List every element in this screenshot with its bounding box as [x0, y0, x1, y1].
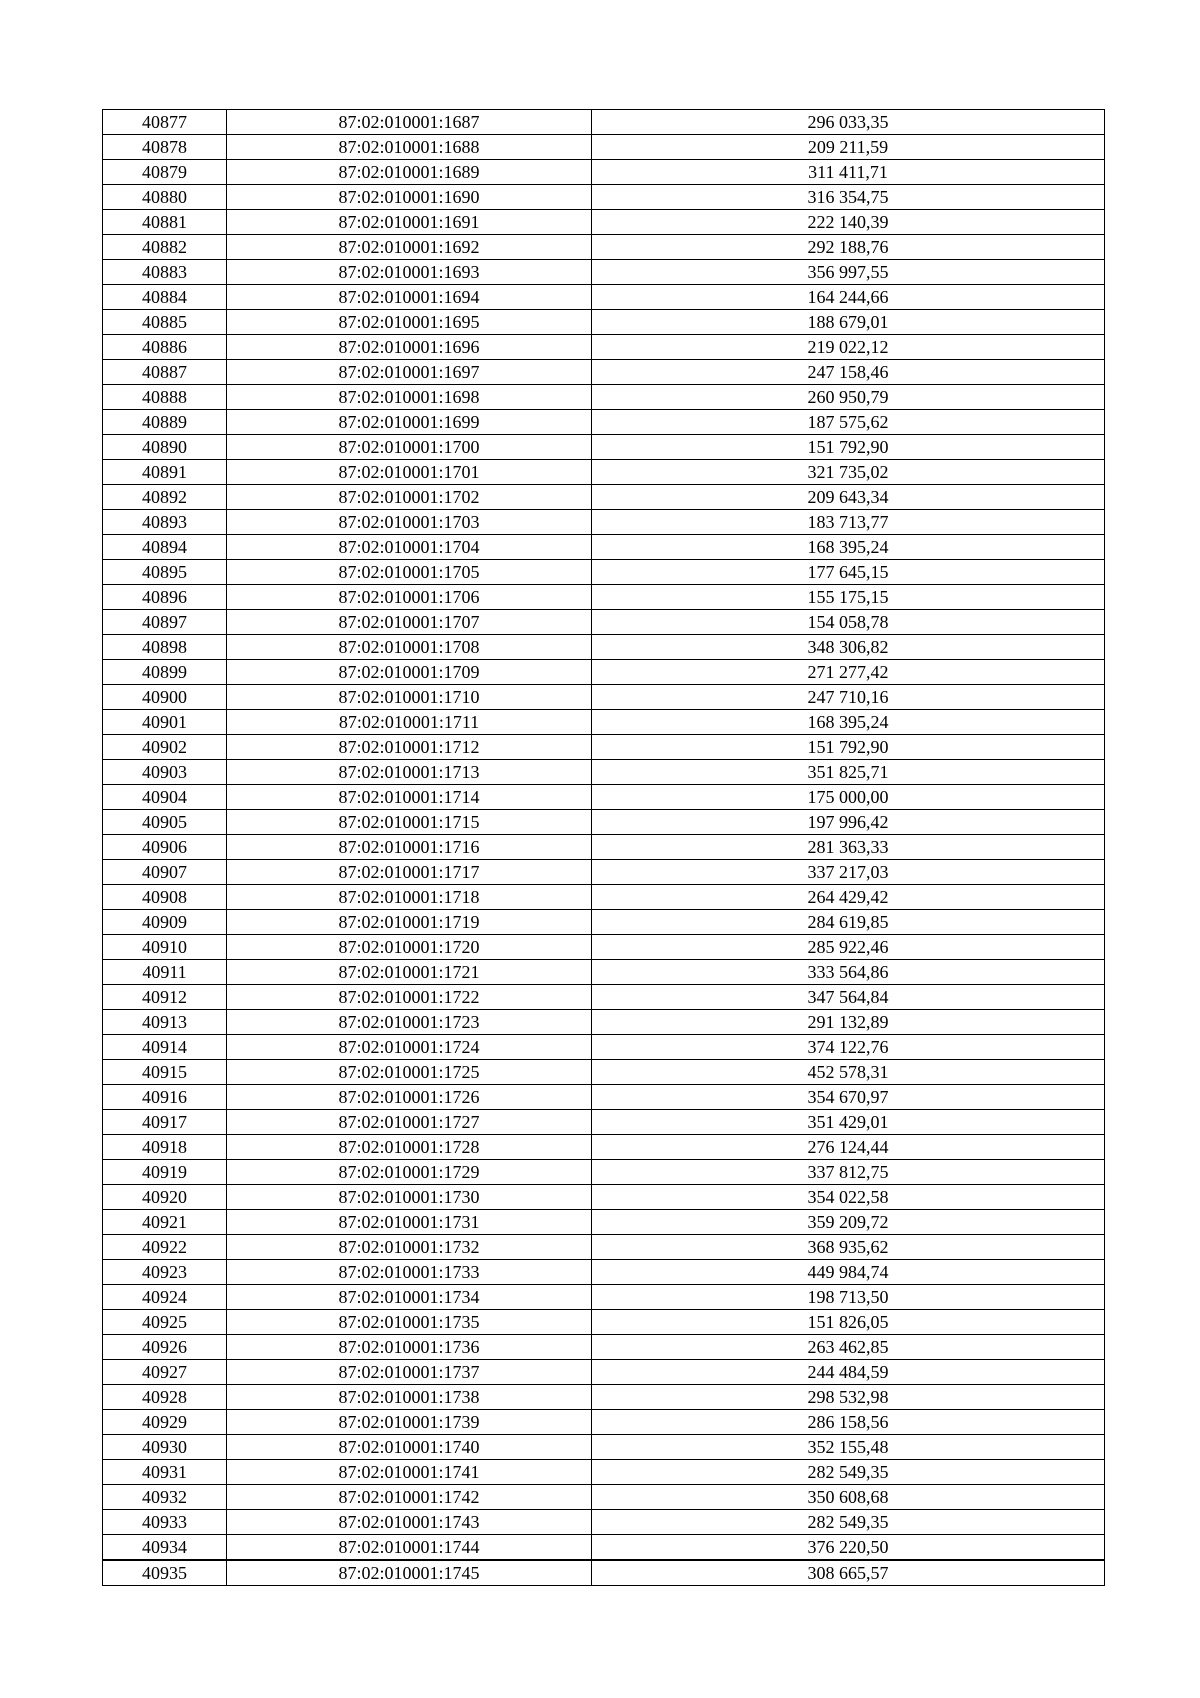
cadastral-value-cell: 452 578,31	[592, 1060, 1105, 1085]
row-number-cell: 40882	[103, 235, 227, 260]
table-row	[103, 1310, 1105, 1335]
cadastral-value-cell: 276 124,44	[592, 1135, 1105, 1160]
row-number-cell: 40879	[103, 160, 227, 185]
cadastral-number-cell: 87:02:010001:1699	[227, 410, 592, 435]
table-row	[103, 235, 1105, 260]
cadastral-number-cell: 87:02:010001:1744	[227, 1535, 592, 1561]
cadastral-number-cell: 87:02:010001:1737	[227, 1360, 592, 1385]
table-row	[103, 1285, 1105, 1310]
row-number-cell: 40912	[103, 985, 227, 1010]
cadastral-value-cell: 168 395,24	[592, 535, 1105, 560]
row-number-cell: 40886	[103, 335, 227, 360]
cadastral-value-cell: 376 220,50	[592, 1535, 1105, 1561]
row-number-cell: 40884	[103, 285, 227, 310]
cadastral-value-cell: 219 022,12	[592, 335, 1105, 360]
cadastral-number-cell: 87:02:010001:1736	[227, 1335, 592, 1360]
table-row	[103, 1485, 1105, 1510]
document-page	[102, 109, 1104, 1586]
table-row	[103, 560, 1105, 585]
cadastral-number-cell: 87:02:010001:1722	[227, 985, 592, 1010]
row-number-cell: 40881	[103, 210, 227, 235]
cadastral-value-cell: 260 950,79	[592, 385, 1105, 410]
cadastral-value-cell: 222 140,39	[592, 210, 1105, 235]
row-number-cell: 40880	[103, 185, 227, 210]
cadastral-value-cell: 188 679,01	[592, 310, 1105, 335]
row-number-cell: 40910	[103, 935, 227, 960]
cadastral-value-cell: 154 058,78	[592, 610, 1105, 635]
row-number-cell: 40911	[103, 960, 227, 985]
cadastral-number-cell: 87:02:010001:1742	[227, 1485, 592, 1510]
table-row	[103, 1035, 1105, 1060]
table-row	[103, 710, 1105, 735]
table-row	[103, 935, 1105, 960]
table-row	[103, 510, 1105, 535]
cadastral-value-cell: 271 277,42	[592, 660, 1105, 685]
row-number-cell: 40891	[103, 460, 227, 485]
row-number-cell: 40883	[103, 260, 227, 285]
cadastral-value-cell: 356 997,55	[592, 260, 1105, 285]
row-number-cell: 40913	[103, 1010, 227, 1035]
table-row	[103, 785, 1105, 810]
row-number-cell: 40893	[103, 510, 227, 535]
table-row	[103, 1235, 1105, 1260]
cadastral-value-cell: 347 564,84	[592, 985, 1105, 1010]
row-number-cell: 40885	[103, 310, 227, 335]
cadastral-value-cell: 351 825,71	[592, 760, 1105, 785]
cadastral-number-cell: 87:02:010001:1723	[227, 1010, 592, 1035]
row-number-cell: 40934	[103, 1535, 227, 1561]
table-row	[103, 110, 1105, 135]
cadastral-value-cell: 374 122,76	[592, 1035, 1105, 1060]
row-number-cell: 40916	[103, 1085, 227, 1110]
row-number-cell: 40889	[103, 410, 227, 435]
table-row	[103, 260, 1105, 285]
row-number-cell: 40923	[103, 1260, 227, 1285]
table-row	[103, 1085, 1105, 1110]
row-number-cell: 40909	[103, 910, 227, 935]
row-number-cell: 40928	[103, 1385, 227, 1410]
cadastral-value-cell: 175 000,00	[592, 785, 1105, 810]
row-number-cell: 40914	[103, 1035, 227, 1060]
table-row	[103, 485, 1105, 510]
cadastral-number-cell: 87:02:010001:1741	[227, 1460, 592, 1485]
cadastral-value-cell: 298 532,98	[592, 1385, 1105, 1410]
row-number-cell: 40905	[103, 810, 227, 835]
table-row	[103, 985, 1105, 1010]
row-number-cell: 40892	[103, 485, 227, 510]
table-row	[103, 185, 1105, 210]
table-row	[103, 910, 1105, 935]
row-number-cell: 40878	[103, 135, 227, 160]
row-number-cell: 40922	[103, 1235, 227, 1260]
cadastral-value-cell: 368 935,62	[592, 1235, 1105, 1260]
table-row	[103, 660, 1105, 685]
table-row	[103, 1060, 1105, 1085]
table-row	[103, 1560, 1105, 1586]
row-number-cell: 40890	[103, 435, 227, 460]
table-row	[103, 1535, 1105, 1561]
cadastral-number-cell: 87:02:010001:1701	[227, 460, 592, 485]
table-body	[103, 110, 1105, 1586]
cadastral-value-cell: 151 792,90	[592, 735, 1105, 760]
cadastral-number-cell: 87:02:010001:1708	[227, 635, 592, 660]
cadastral-number-cell: 87:02:010001:1688	[227, 135, 592, 160]
row-number-cell: 40933	[103, 1510, 227, 1535]
row-number-cell: 40906	[103, 835, 227, 860]
row-number-cell: 40932	[103, 1485, 227, 1510]
table-row	[103, 310, 1105, 335]
cadastral-value-cell: 151 826,05	[592, 1310, 1105, 1335]
table-row	[103, 885, 1105, 910]
table-row	[103, 1510, 1105, 1535]
cadastral-value-cell: 351 429,01	[592, 1110, 1105, 1135]
table-row	[103, 1360, 1105, 1385]
table-row	[103, 1410, 1105, 1435]
row-number-cell: 40897	[103, 610, 227, 635]
cadastral-number-cell: 87:02:010001:1704	[227, 535, 592, 560]
table-row	[103, 760, 1105, 785]
cadastral-value-cell: 292 188,76	[592, 235, 1105, 260]
cadastral-value-table	[102, 109, 1105, 1586]
row-number-cell: 40900	[103, 685, 227, 710]
table-row	[103, 360, 1105, 385]
table-row	[103, 1010, 1105, 1035]
table-row	[103, 1335, 1105, 1360]
row-number-cell: 40924	[103, 1285, 227, 1310]
row-number-cell: 40920	[103, 1185, 227, 1210]
cadastral-value-cell: 209 211,59	[592, 135, 1105, 160]
cadastral-number-cell: 87:02:010001:1702	[227, 485, 592, 510]
row-number-cell: 40894	[103, 535, 227, 560]
row-number-cell: 40877	[103, 110, 227, 135]
cadastral-number-cell: 87:02:010001:1718	[227, 885, 592, 910]
cadastral-value-cell: 164 244,66	[592, 285, 1105, 310]
table-row	[103, 610, 1105, 635]
cadastral-value-cell: 183 713,77	[592, 510, 1105, 535]
cadastral-value-cell: 244 484,59	[592, 1360, 1105, 1385]
table-row	[103, 1260, 1105, 1285]
row-number-cell: 40899	[103, 660, 227, 685]
cadastral-value-cell: 308 665,57	[592, 1560, 1105, 1586]
cadastral-number-cell: 87:02:010001:1721	[227, 960, 592, 985]
cadastral-number-cell: 87:02:010001:1705	[227, 560, 592, 585]
cadastral-number-cell: 87:02:010001:1729	[227, 1160, 592, 1185]
cadastral-value-cell: 352 155,48	[592, 1435, 1105, 1460]
cadastral-number-cell: 87:02:010001:1707	[227, 610, 592, 635]
cadastral-number-cell: 87:02:010001:1727	[227, 1110, 592, 1135]
cadastral-number-cell: 87:02:010001:1733	[227, 1260, 592, 1285]
cadastral-value-cell: 187 575,62	[592, 410, 1105, 435]
cadastral-number-cell: 87:02:010001:1735	[227, 1310, 592, 1335]
row-number-cell: 40907	[103, 860, 227, 885]
table-row	[103, 1435, 1105, 1460]
cadastral-number-cell: 87:02:010001:1700	[227, 435, 592, 460]
cadastral-value-cell: 286 158,56	[592, 1410, 1105, 1435]
cadastral-number-cell: 87:02:010001:1716	[227, 835, 592, 860]
cadastral-number-cell: 87:02:010001:1690	[227, 185, 592, 210]
row-number-cell: 40902	[103, 735, 227, 760]
cadastral-value-cell: 337 217,03	[592, 860, 1105, 885]
cadastral-value-cell: 311 411,71	[592, 160, 1105, 185]
cadastral-value-cell: 247 158,46	[592, 360, 1105, 385]
row-number-cell: 40921	[103, 1210, 227, 1235]
cadastral-number-cell: 87:02:010001:1706	[227, 585, 592, 610]
table-row	[103, 735, 1105, 760]
cadastral-value-cell: 247 710,16	[592, 685, 1105, 710]
row-number-cell: 40930	[103, 1435, 227, 1460]
cadastral-number-cell: 87:02:010001:1711	[227, 710, 592, 735]
cadastral-value-cell: 197 996,42	[592, 810, 1105, 835]
row-number-cell: 40896	[103, 585, 227, 610]
row-number-cell: 40917	[103, 1110, 227, 1135]
cadastral-value-cell: 263 462,85	[592, 1335, 1105, 1360]
cadastral-number-cell: 87:02:010001:1732	[227, 1235, 592, 1260]
cadastral-number-cell: 87:02:010001:1697	[227, 360, 592, 385]
table-row	[103, 635, 1105, 660]
cadastral-number-cell: 87:02:010001:1710	[227, 685, 592, 710]
table-row	[103, 160, 1105, 185]
cadastral-number-cell: 87:02:010001:1726	[227, 1085, 592, 1110]
cadastral-number-cell: 87:02:010001:1703	[227, 510, 592, 535]
cadastral-value-cell: 168 395,24	[592, 710, 1105, 735]
cadastral-number-cell: 87:02:010001:1691	[227, 210, 592, 235]
cadastral-number-cell: 87:02:010001:1714	[227, 785, 592, 810]
cadastral-value-cell: 291 132,89	[592, 1010, 1105, 1035]
cadastral-number-cell: 87:02:010001:1740	[227, 1435, 592, 1460]
table-row	[103, 1185, 1105, 1210]
row-number-cell: 40927	[103, 1360, 227, 1385]
table-row	[103, 810, 1105, 835]
cadastral-number-cell: 87:02:010001:1709	[227, 660, 592, 685]
cadastral-value-cell: 281 363,33	[592, 835, 1105, 860]
cadastral-number-cell: 87:02:010001:1696	[227, 335, 592, 360]
cadastral-number-cell: 87:02:010001:1731	[227, 1210, 592, 1235]
row-number-cell: 40888	[103, 385, 227, 410]
row-number-cell: 40908	[103, 885, 227, 910]
cadastral-value-cell: 177 645,15	[592, 560, 1105, 585]
table-row	[103, 1110, 1105, 1135]
cadastral-value-cell: 449 984,74	[592, 1260, 1105, 1285]
cadastral-value-cell: 348 306,82	[592, 635, 1105, 660]
row-number-cell: 40904	[103, 785, 227, 810]
row-number-cell: 40898	[103, 635, 227, 660]
cadastral-number-cell: 87:02:010001:1745	[227, 1560, 592, 1586]
row-number-cell: 40926	[103, 1335, 227, 1360]
cadastral-value-cell: 155 175,15	[592, 585, 1105, 610]
row-number-cell: 40935	[103, 1560, 227, 1586]
table-row	[103, 960, 1105, 985]
cadastral-number-cell: 87:02:010001:1715	[227, 810, 592, 835]
row-number-cell: 40887	[103, 360, 227, 385]
table-row	[103, 285, 1105, 310]
cadastral-number-cell: 87:02:010001:1694	[227, 285, 592, 310]
cadastral-number-cell: 87:02:010001:1724	[227, 1035, 592, 1060]
cadastral-value-cell: 282 549,35	[592, 1460, 1105, 1485]
cadastral-value-cell: 209 643,34	[592, 485, 1105, 510]
cadastral-number-cell: 87:02:010001:1728	[227, 1135, 592, 1160]
cadastral-number-cell: 87:02:010001:1712	[227, 735, 592, 760]
row-number-cell: 40915	[103, 1060, 227, 1085]
row-number-cell: 40918	[103, 1135, 227, 1160]
cadastral-number-cell: 87:02:010001:1738	[227, 1385, 592, 1410]
table-row	[103, 335, 1105, 360]
cadastral-value-cell: 321 735,02	[592, 460, 1105, 485]
table-row	[103, 535, 1105, 560]
table-row	[103, 135, 1105, 160]
table-row	[103, 1460, 1105, 1485]
row-number-cell: 40925	[103, 1310, 227, 1335]
cadastral-number-cell: 87:02:010001:1687	[227, 110, 592, 135]
cadastral-number-cell: 87:02:010001:1717	[227, 860, 592, 885]
cadastral-value-cell: 151 792,90	[592, 435, 1105, 460]
table-row	[103, 585, 1105, 610]
cadastral-number-cell: 87:02:010001:1720	[227, 935, 592, 960]
table-row	[103, 1385, 1105, 1410]
cadastral-number-cell: 87:02:010001:1689	[227, 160, 592, 185]
table-row	[103, 410, 1105, 435]
table-row	[103, 685, 1105, 710]
table-row	[103, 1210, 1105, 1235]
cadastral-number-cell: 87:02:010001:1695	[227, 310, 592, 335]
cadastral-value-cell: 333 564,86	[592, 960, 1105, 985]
cadastral-number-cell: 87:02:010001:1743	[227, 1510, 592, 1535]
cadastral-number-cell: 87:02:010001:1725	[227, 1060, 592, 1085]
cadastral-value-cell: 350 608,68	[592, 1485, 1105, 1510]
row-number-cell: 40929	[103, 1410, 227, 1435]
cadastral-value-cell: 337 812,75	[592, 1160, 1105, 1185]
cadastral-value-cell: 354 022,58	[592, 1185, 1105, 1210]
table-row	[103, 1135, 1105, 1160]
table-row	[103, 835, 1105, 860]
cadastral-number-cell: 87:02:010001:1730	[227, 1185, 592, 1210]
cadastral-value-cell: 284 619,85	[592, 910, 1105, 935]
cadastral-value-cell: 354 670,97	[592, 1085, 1105, 1110]
row-number-cell: 40901	[103, 710, 227, 735]
table-row	[103, 860, 1105, 885]
cadastral-number-cell: 87:02:010001:1692	[227, 235, 592, 260]
cadastral-value-cell: 264 429,42	[592, 885, 1105, 910]
row-number-cell: 40903	[103, 760, 227, 785]
table-row	[103, 1160, 1105, 1185]
cadastral-value-cell: 285 922,46	[592, 935, 1105, 960]
cadastral-number-cell: 87:02:010001:1693	[227, 260, 592, 285]
row-number-cell: 40931	[103, 1460, 227, 1485]
cadastral-number-cell: 87:02:010001:1698	[227, 385, 592, 410]
row-number-cell: 40919	[103, 1160, 227, 1185]
cadastral-number-cell: 87:02:010001:1719	[227, 910, 592, 935]
table-row	[103, 460, 1105, 485]
cadastral-value-cell: 296 033,35	[592, 110, 1105, 135]
cadastral-value-cell: 198 713,50	[592, 1285, 1105, 1310]
cadastral-value-cell: 359 209,72	[592, 1210, 1105, 1235]
cadastral-value-cell: 282 549,35	[592, 1510, 1105, 1535]
cadastral-number-cell: 87:02:010001:1734	[227, 1285, 592, 1310]
table-row	[103, 385, 1105, 410]
table-row	[103, 210, 1105, 235]
cadastral-value-cell: 316 354,75	[592, 185, 1105, 210]
cadastral-number-cell: 87:02:010001:1713	[227, 760, 592, 785]
table-row	[103, 435, 1105, 460]
row-number-cell: 40895	[103, 560, 227, 585]
cadastral-number-cell: 87:02:010001:1739	[227, 1410, 592, 1435]
